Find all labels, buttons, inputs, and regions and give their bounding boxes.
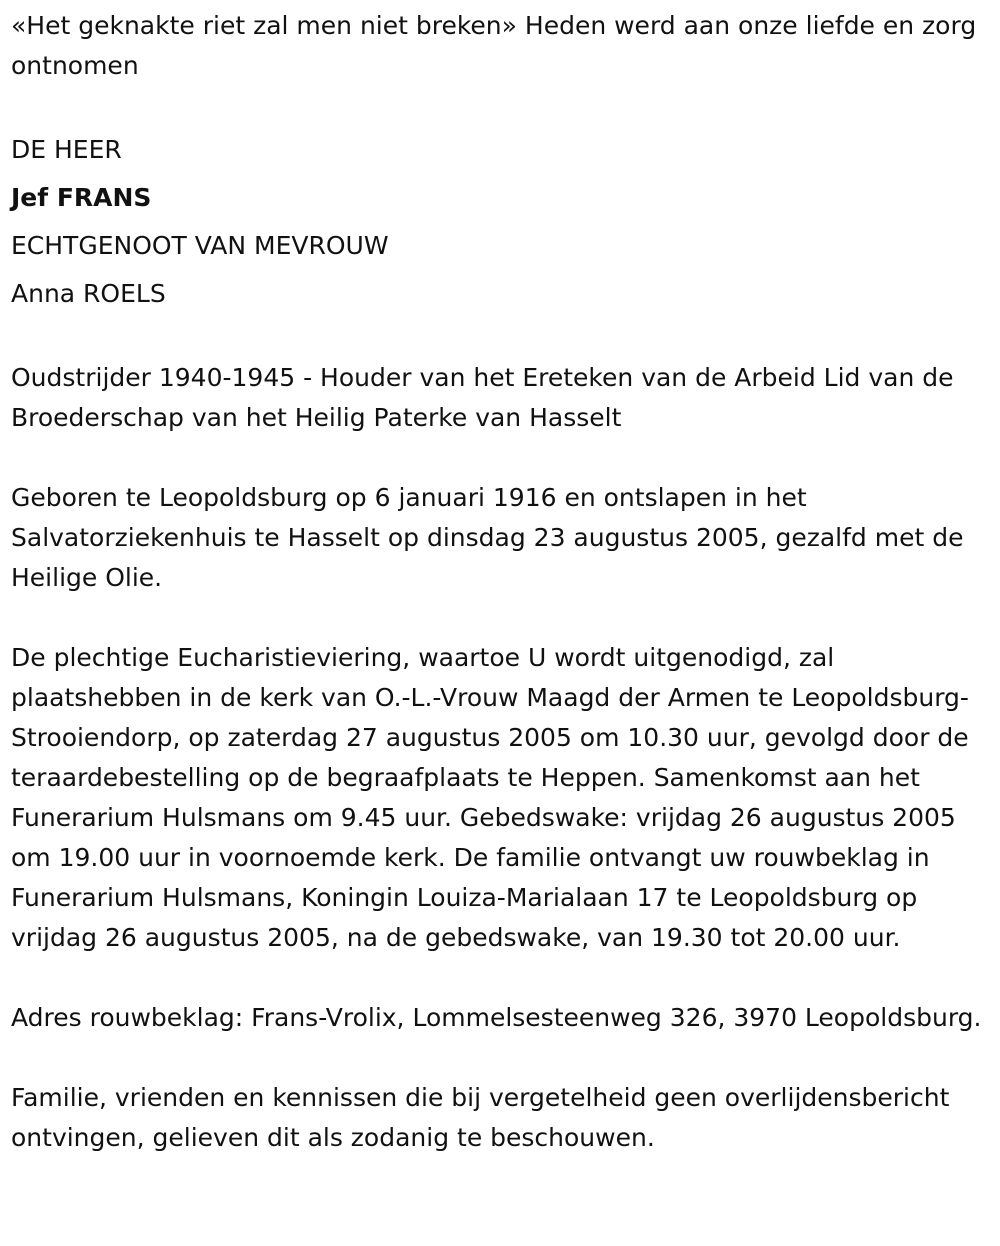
birth-death-text: Geboren te Leopoldsburg op 6 januari 1916 en ontslapen in het Salvatorziekenhuis te Hasselt op dinsdag 23 augustus 2005, gezalfd met de Heilige Olie. [11, 483, 964, 592]
address-text: Adres rouwbeklag: Frans-Vrolix, Lommelsesteenweg 326, 3970 Leopoldsburg. [11, 1003, 982, 1032]
deceased-name: Jef FRANS [11, 183, 152, 212]
deceased-title: DE HEER [11, 135, 122, 164]
spouse-label: ECHTGENOOT VAN MEVROUW [11, 231, 389, 260]
closing-text: Familie, vrienden en kennissen die bij vergetelheid geen overlijdensbericht ontvingen, gelieven dit als zodanig te beschouwen. [11, 1083, 950, 1152]
spouse-name: Anna ROELS [11, 279, 166, 308]
ceremony-text: De plechtige Eucharistieviering, waartoe U wordt uitgenodigd, zal plaatshebben in de kerk van O.-L.-Vrouw Maagd der Armen te Leopoldsburg-Strooiendorp, op zaterdag 27 augustus 2005 om 10.30 uur, gevolgd door de teraardebestelling op de begraafplaats te Heppen. Samenkomst aan het Funerarium Hulsmans om 9.45 uur. Gebedswake: vrijdag 26 augustus 2005 om 19.00 uur in voornoemde kerk. De familie ontvangt uw rouwbeklag in Funerarium Hulsmans, Koningin Louiza-Marialaan 17 te Leopoldsburg op vrijdag 26 augustus 2005, na de gebedswake, van 19.30 tot 20.00 uur. [11, 643, 969, 952]
intro-text: «Het geknakte riet zal men niet breken» Heden werd aan onze liefde en zorg ontnomen [11, 11, 977, 80]
honors-text: Oudstrijder 1940-1945 - Houder van het Ereteken van de Arbeid Lid van de Broederschap van het Heilig Paterke van Hasselt [11, 363, 954, 432]
deceased-heading [11, 126, 989, 318]
